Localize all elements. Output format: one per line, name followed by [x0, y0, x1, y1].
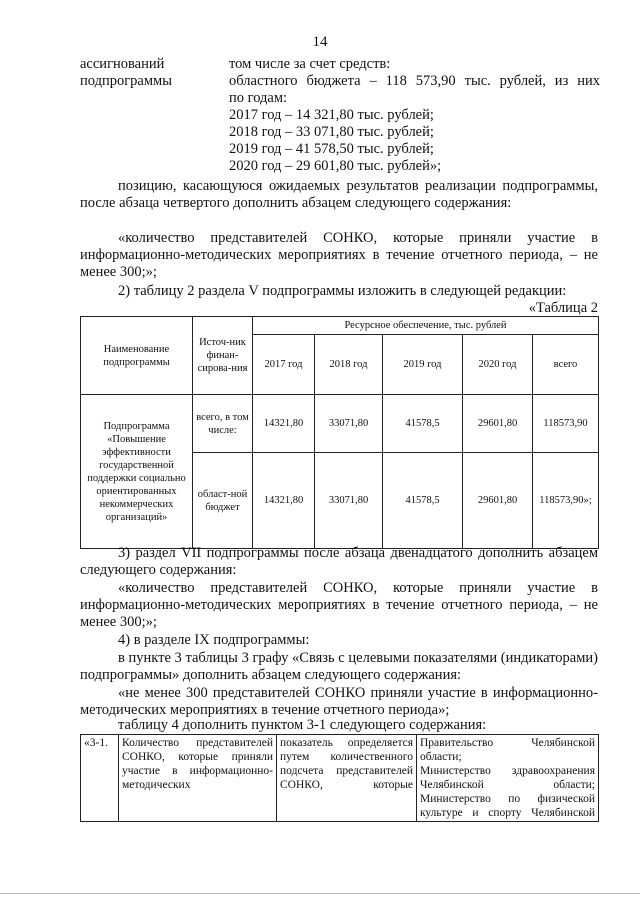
value-cell: 29601,80: [463, 453, 533, 549]
funding-line: 2017 год – 14 321,80 тыс. рублей;: [229, 107, 434, 123]
funding-line: областного бюджета – 118 573,90 тыс. рублей, из них: [229, 73, 600, 89]
paragraph: таблицу 4 дополнить пунктом 3-1 следующего содержания:: [118, 717, 487, 733]
header-source: Источ-ник финан-сирова-ния: [193, 317, 253, 395]
row-number: «3-1.: [81, 735, 119, 822]
header-total: всего: [533, 335, 599, 395]
value-cell: 29601,80: [463, 395, 533, 453]
header-year: 2020 год: [463, 335, 533, 395]
value-cell: 41578,5: [383, 453, 463, 549]
responsible-cell: [417, 735, 599, 822]
funding-label-line: ассигнований: [80, 56, 165, 72]
responsible-line: Правительство Челябинской области;: [420, 737, 595, 763]
funding-label: [80, 56, 220, 90]
header-year: 2019 год: [383, 335, 463, 395]
source-cell: област-ной бюджет: [193, 453, 253, 549]
funding-details: [229, 56, 600, 175]
program-name-cell: Подпрограмма «Повышение эффективности государственной поддержки социально ориентированных некоммерческих организаций»: [81, 395, 193, 549]
value-cell: 33071,80: [315, 395, 383, 453]
page-bottom-divider: [0, 893, 640, 894]
value-cell: 14321,80: [253, 395, 315, 453]
funding-line: 2018 год – 33 071,80 тыс. рублей;: [229, 124, 434, 140]
source-cell: всего, в том числе:: [193, 395, 253, 453]
paragraph: в пункте 3 таблицы 3 графу «Связь с целевыми показателями (индикаторами) подпрограммы» дополнить абзацем следующего содержания:: [80, 650, 598, 683]
funding-line: том числе за счет средств:: [229, 56, 391, 72]
page-number: 14: [312, 34, 328, 50]
value-cell: 118573,90»;: [533, 453, 599, 549]
header-year: 2018 год: [315, 335, 383, 395]
value-cell: 118573,90: [533, 395, 599, 453]
paragraph: «количество представителей СОНКО, которые приняли участие в информационно-методических мероприятиях в течение отчетного периода, – не менее 300;»;: [80, 230, 598, 280]
value-cell: 33071,80: [315, 453, 383, 549]
paragraph: 3) раздел VII подпрограммы после абзаца двенадцатого дополнить абзацем следующего содержания:: [80, 545, 598, 578]
value-cell: 14321,80: [253, 453, 315, 549]
funding-line: 2019 год – 41 578,50 тыс. рублей;: [229, 141, 434, 157]
value-cell: 41578,5: [383, 395, 463, 453]
funding-table: [80, 316, 599, 549]
paragraph: «не менее 300 представителей СОНКО приняли участие в информационно-методических мероприятиях в течение отчетного периода»;: [80, 685, 598, 718]
paragraph: позицию, касающуюся ожидаемых результатов реализации подпрограммы, после абзаца четвертого дополнить абзацем следующего содержания:: [80, 178, 598, 211]
responsible-line: Министерство по физической культуре и спорту Челябинской: [420, 793, 595, 819]
paragraph: 4) в разделе IX подпрограммы:: [118, 632, 310, 648]
paragraph: «количество представителей СОНКО, которые приняли участие в информационно-методических мероприятиях в течение отчетного периода, – не менее 300;»;: [80, 580, 598, 630]
table-caption: «Таблица 2: [528, 300, 598, 316]
funding-line: по годам:: [229, 90, 288, 106]
indicator-cell: Количество представителей СОНКО, которые приняли участие в информационно-методических: [119, 735, 277, 822]
table4-row: [80, 734, 599, 822]
funding-label-line: подпрограммы: [80, 73, 172, 89]
method-cell: показатель определяется путем количественного подсчета представителей СОНКО, которые: [277, 735, 417, 822]
header-program-name: Наименование подпрограммы: [81, 317, 193, 395]
responsible-line: Министерство здравоохранения Челябинской области;: [420, 765, 595, 791]
header-resources: Ресурсное обеспечение, тыс. рублей: [253, 317, 599, 335]
paragraph: 2) таблицу 2 раздела V подпрограммы изложить в следующей редакции:: [118, 283, 567, 299]
header-year: 2017 год: [253, 335, 315, 395]
funding-line: 2020 год – 29 601,80 тыс. рублей»;: [229, 158, 442, 174]
